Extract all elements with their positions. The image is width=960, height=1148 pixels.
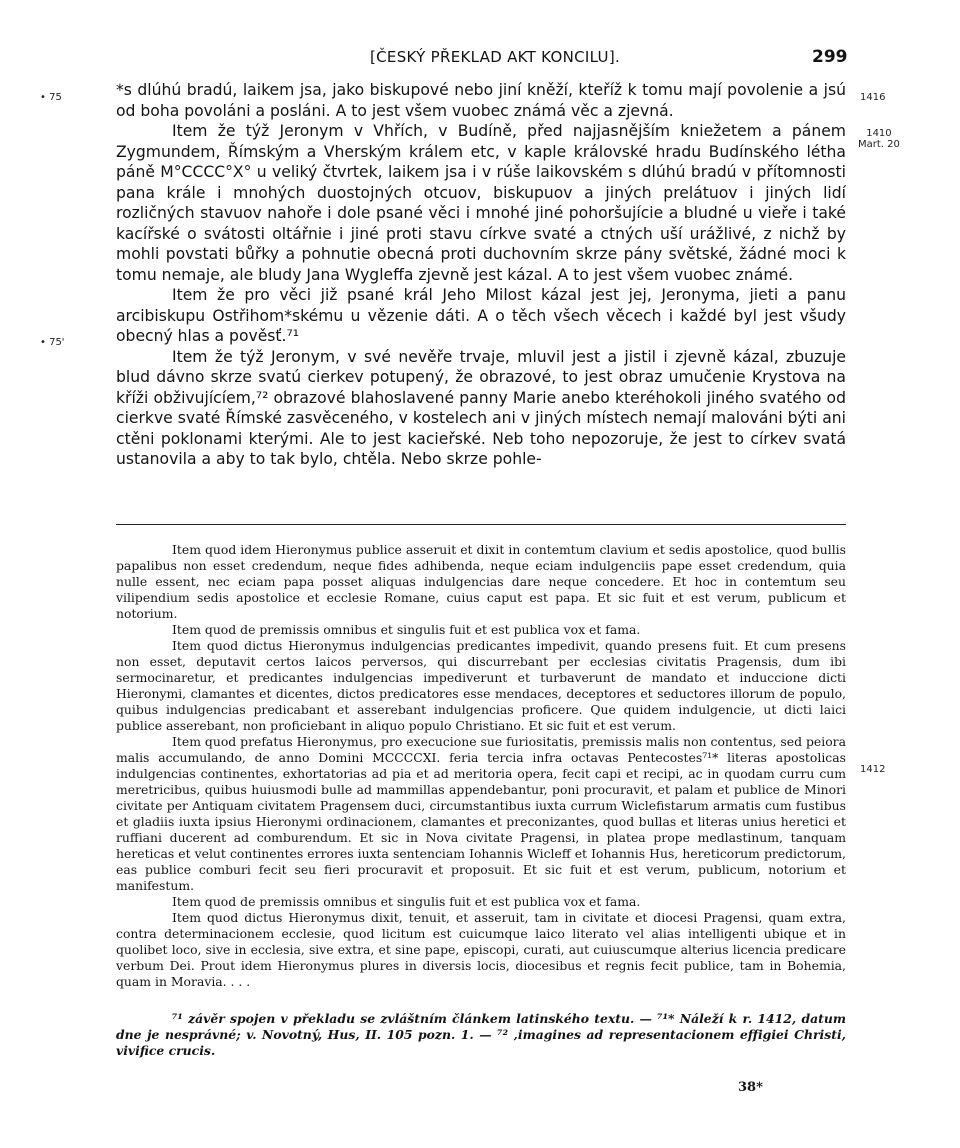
page-number: 299 xyxy=(812,47,848,67)
margin-note-left-75b: • 75' xyxy=(40,337,65,348)
margin-note-1412: 1412 xyxy=(860,764,886,775)
latin-original xyxy=(116,542,846,990)
latin-paragraph: Item quod de premissis omnibus et singulis fuit et est publica vox et fama. xyxy=(172,622,641,637)
latin-paragraph: Item quod dictus Hieronymus indulgencias predicantes impedivit, quando presens fuit. Et cum presens non esset, deputavit certos laicos perversos, qui discurrebant per ecclesias civitatis Pragensis, dum ibi sermocinaretur, et predicantes indulgencias impediverunt et turbaverunt de mandato et induccione dicti Hieronymi, clamantes et dicentes, dictos predicatores esse mendaces, deceptores et seductores illorum de populo, quibus indulgencias predicabant et asserebant indulgencias proficere. Que quidem indulgencie, ut dicti laici publice asserebant, non proficiebant in aliquo populo Christiano. Et sic fuit et est verum. xyxy=(116,638,846,733)
footnotes xyxy=(116,1011,846,1059)
running-head: [ČESKÝ PŘEKLAD AKT KONCILU]. xyxy=(370,48,621,66)
section-divider xyxy=(116,524,846,525)
czech-paragraph: Item že týž Jeronym, v své nevěře trvaje, mluvil jest a jistil i zjevně kázal, zbuzuje blud dávno skrze svatú cierkev potupený, že obrazové, to jest obraz umučenie Krystova na kříži obživujícíem,⁷² obrazové blahoslavené panny Marie anebo kteréhokoli jiného svatého od cierkve svaté Římské zasvěceného, v kostelech ani v jiných místech nemají malováni býti ani ctěni poklonami kterými. Ale to jest kacieřské. Neb toho nepozoruje, že jest to církev svatá ustanovila a aby to tak bylo, chtěla. Nebo skrze pohle- xyxy=(116,347,846,468)
czech-paragraph: Item že pro věci již psané král Jeho Milost kázal jest jej, Jeronyma, jieti a panu arcibiskupu Ostřihom*skému u vězenie dáti. A o těch všech věcech i každé byl jest všudy obecný hlas a pověsť.⁷¹ xyxy=(116,286,846,345)
czech-paragraph: Item že týž Jeronym v Vhřích, v Budíně, před najjasnějším kniežetem a pánem Zygmundem, Římským a Vherským králem etc, v kaple královské hradu Budínského létha páně M°CCCC°X° u veliký čtvrtek, laikem jsa i v rúše laikovském s dlúhú bradú v přítomnosti pana krále i mnohých duostojných otcuov, biskupuov a jiných prelátuov i jiných lidí rozličných stavuov nahoře i dole psané věci i mnohé jiné pohoršujície a bludné u vieře i také kacířské o svátosti oltářnie i jiné proti stavu církve svaté a ctných uší urážlivé, z nichž by mohli povstati bůřky a pohnutie obecná proti duchovním skrze pány světské, žádné moci k tomu nemaje, ale bludy Jana Wygleffa zjevně jest kázal. A to jest všem vuobec známé. xyxy=(116,122,846,284)
margin-note-1410-year: 1410 xyxy=(866,128,892,139)
printer-signature: 38* xyxy=(738,1080,763,1095)
page-header xyxy=(0,48,960,72)
margin-note-1410-date: Mart. 20 xyxy=(858,139,900,150)
footnote-text: ⁷¹ závěr spojen v překladu se zvláštním článkem latinského textu. — ⁷¹* Náleží k r. 1412, datum dne je nesprávné; v. Novotný, Hus, II. 105 pozn. 1. — ⁷² ‚imagines ad representacionem effigiei Christi, vivifice crucis. xyxy=(116,1011,846,1058)
czech-paragraph: *s dlúhú bradú, laikem jsa, jako biskupové nebo jiní kněží, kteříž k tomu mají povolenie a jsú od boha povoláni a posláni. A to jest všem vuobec známá věc a zjevná. xyxy=(116,81,846,120)
czech-translation xyxy=(116,80,846,470)
margin-note-1416: 1416 xyxy=(860,92,886,103)
margin-note-left-75: • 75 xyxy=(40,92,62,103)
latin-paragraph: Item quod prefatus Hieronymus, pro execucione sue furiositatis, premissis malis non contentus, sed peiora malis accumulando, de anno Domini MCCCCXI. feria tercia infra octavas Pentecostes⁷¹* literas apostolicas indulgencias continentes, exhortatorias ad pia et ad meritoria opera, fecit capi et recipi, ac in quodam curru cum meretricibus, quibus huiusmodi bulle ad mammillas appendebantur, poni procuravit, et palam et publice de Minori civitate per Antiquam civitatem Pragensem duci, circumstantibus iuxta currum Wiclefistarum armatis cum fustibus et gladiis iuxta ipsius Hieronymi ordinacionem, clamantes et preconizantes, quod bullas et literas unius heretici et ruffiani ducerent ad comburendum. Et sic in Nova civitate Pragensi, in platea prope medlastinum, tanquam hereticas et velut continentes errores iuxta sentenciam Iohannis Wicleff et Iohannis Hus, hereticorum predictorum, eas publice comburi fecit seu fieri procuravit et proposuit. Et sic fuit et est verum, publicum, notorium et manifestum. xyxy=(116,734,846,893)
latin-paragraph: Item quod idem Hieronymus publice asseruit et dixit in contemtum clavium et sedis apostolice, quod bullis papalibus non esset credendum, neque fides adhibenda, neque eciam indulgenciis pape esset credendum, quia nulle essent, nec eciam papa posset aliquas indulgencias dare neque concedere. Et hoc in contemtum seu vilipendium sedis apostolice et ecclesie Romane, cuius caput est papa. Et sic fuit et est verum, publicum et notorium. xyxy=(116,542,846,621)
margin-note-1410 xyxy=(858,128,900,150)
latin-paragraph: Item quod de premissis omnibus et singulis fuit et est publica vox et fama. xyxy=(172,894,641,909)
latin-paragraph: Item quod dictus Hieronymus dixit, tenuit, et asseruit, tam in civitate et diocesi Pragensi, quam extra, contra determinacionem ecclesie, quod licitum est cuicumque laico literato vel alias intelligenti ubique et in quolibet loco, sive in ecclesia, sive extra, et sine pape, episcopi, curati, aut cuiuscumque alterius licencia predicare verbum Dei. Prout idem Hieronymus plures in diversis locis, diocesibus et regnis fecit publice, tam in Bohemia, quam in Moravia. . . . xyxy=(116,910,846,989)
